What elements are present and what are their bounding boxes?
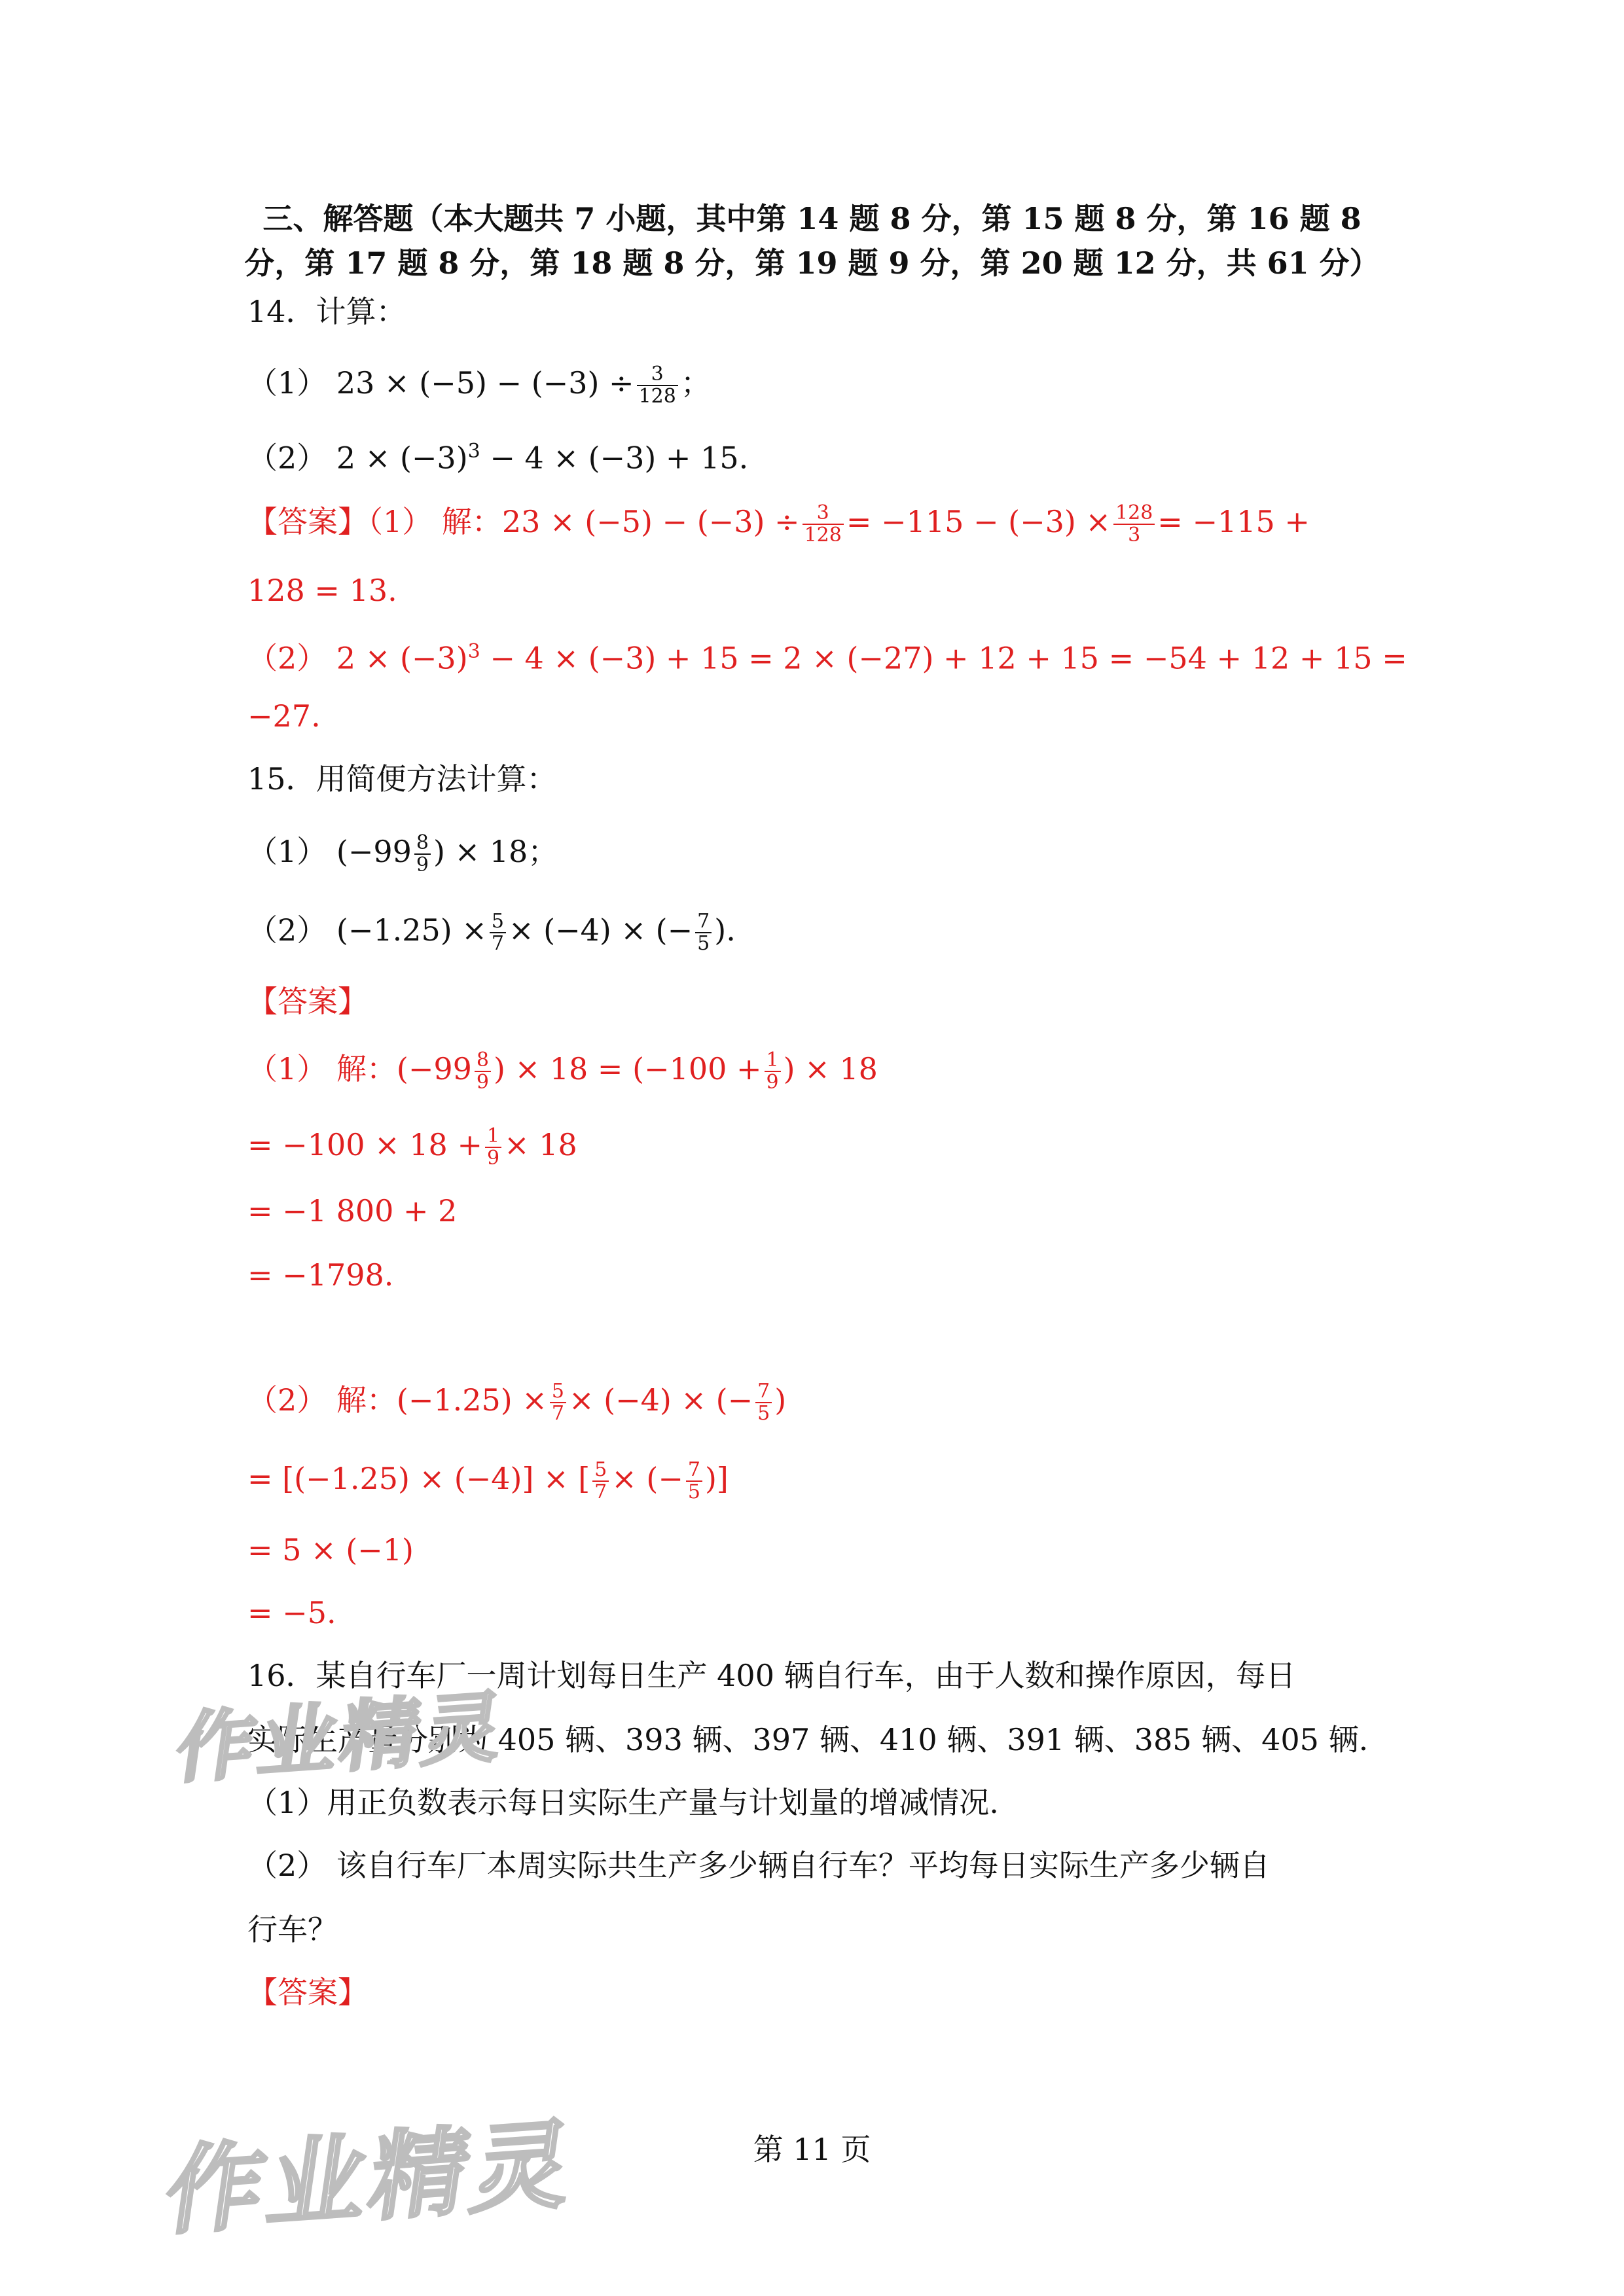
q15-part2: （2） (−1.25) × $\frac{5}{7}$ × (−4) × (− $\frac{7}{5}$ ). [247,910,736,955]
section-title-line1: 三、解答题（本大题共 7 小题，其中第 14 题 8 分，第 15 题 8 分，第 16 题 8 [262,201,1362,236]
fraction: $\frac{128}{3}$ [1113,503,1155,546]
watermark: 作业精灵 [158,2108,583,2249]
q14-answer-part2: （2） $2 \times (-3)^3 - 4 \times (-3) + 15 = 2 \times (-27) + 12 + 15 = -54 + 12 + 15$ = [247,640,1407,676]
q14-answer-line1: 【答案】（1） 解：23 × (−5) − (−3) ÷ $\frac{3}{128}$ = −115 − (−3) × $\frac{128}{3}$ = −115 + [247,501,1310,547]
q14-part1: （1） 23 × (−5) − (−3) ÷ $\frac{3}{128}$ ； [247,363,711,408]
fraction: $\frac{8}{9}$ [475,1050,491,1093]
section-title-line2: 分，第 17 题 8 分，第 18 题 8 分，第 19 题 9 分，第 20 题 12 分，共 61 分） [244,245,1380,281]
fraction: $\frac{5}{7}$ [592,1460,609,1503]
q15-answer2-line2: = [(−1.25) × (−4)] × [ $\frac{5}{7}$ × (− $\frac{7}{5}$ )] [247,1458,729,1503]
fraction: $\frac{7}{5}$ [755,1381,772,1424]
q15-answer1-line4: = −1798. [247,1257,394,1293]
q15-answer1-line1: （1） 解：(−99 $\frac{8}{9}$ ) × 18 = (−100 + $\frac{1}{9}$ ) × 18 [247,1049,878,1094]
fraction: $\frac{1}{9}$ [765,1050,781,1093]
page-number: 第 11 页 [753,2132,871,2167]
q14-answer-part2-line2: −27. [247,698,321,734]
q15-answer1-line2: = −100 × 18 + $\frac{1}{9}$ × 18 [247,1124,577,1170]
q15-answer2-line1: （2） 解：(−1.25) × $\frac{5}{7}$ × (−4) × (− $\frac{7}{5}$ ) [247,1380,787,1425]
q16-part2-line2: 行车？ [247,1912,338,1947]
fraction: $\frac{5}{7}$ [490,911,506,954]
q15-answer1-line3: = −1 800 + 2 [247,1193,458,1229]
answer-tag: 【答案】 [247,504,368,539]
q15-stem: 15．用简便方法计算： [247,761,557,797]
fraction: $\frac{5}{7}$ [550,1381,566,1424]
q16-answer-tag: 【答案】 [247,1975,368,2010]
q14-answer-line2: 128 = 13. [247,573,397,608]
q16-stem-line1: 16．某自行车厂一周计划每日生产 400 辆自行车，由于人数和操作原因，每日 [247,1658,1296,1693]
fraction: $\frac{8}{9}$ [414,833,431,876]
watermark: 作业精灵 [170,1681,513,1795]
q16-stem-line2: 实际生产量分别为 405 辆、393 辆、397 辆、410 辆、391 辆、385 辆、405 辆. [247,1722,1369,1757]
fraction: $\frac{3}{128}$ [803,503,844,546]
q16-part1: （1）用正负数表示每日实际生产量与计划量的增减情况. [247,1785,999,1820]
q15-answer-tag: 【答案】 [247,984,368,1019]
fraction: $\frac{1}{9}$ [485,1126,501,1169]
q15-answer2-line3: = 5 × (−1) [247,1532,414,1568]
q15-answer2-line4: = −5. [247,1595,336,1630]
q15-part1: （1） (−99 $\frac{8}{9}$ ) × 18； [247,831,558,876]
q16-part2-line1: （2） 该自行车厂本周实际共生产多少辆自行车？平均每日实际生产多少辆自 [247,1848,1270,1883]
q14-stem: 14．计算： [247,294,406,329]
fraction: $\frac{3}{128}$ [637,364,678,407]
fraction: $\frac{7}{5}$ [695,911,712,954]
q14-part2: （2） $2 \times (-3)^3 - 4 \times (-3) + 15$. [247,440,749,476]
fraction: $\frac{7}{5}$ [686,1460,702,1503]
